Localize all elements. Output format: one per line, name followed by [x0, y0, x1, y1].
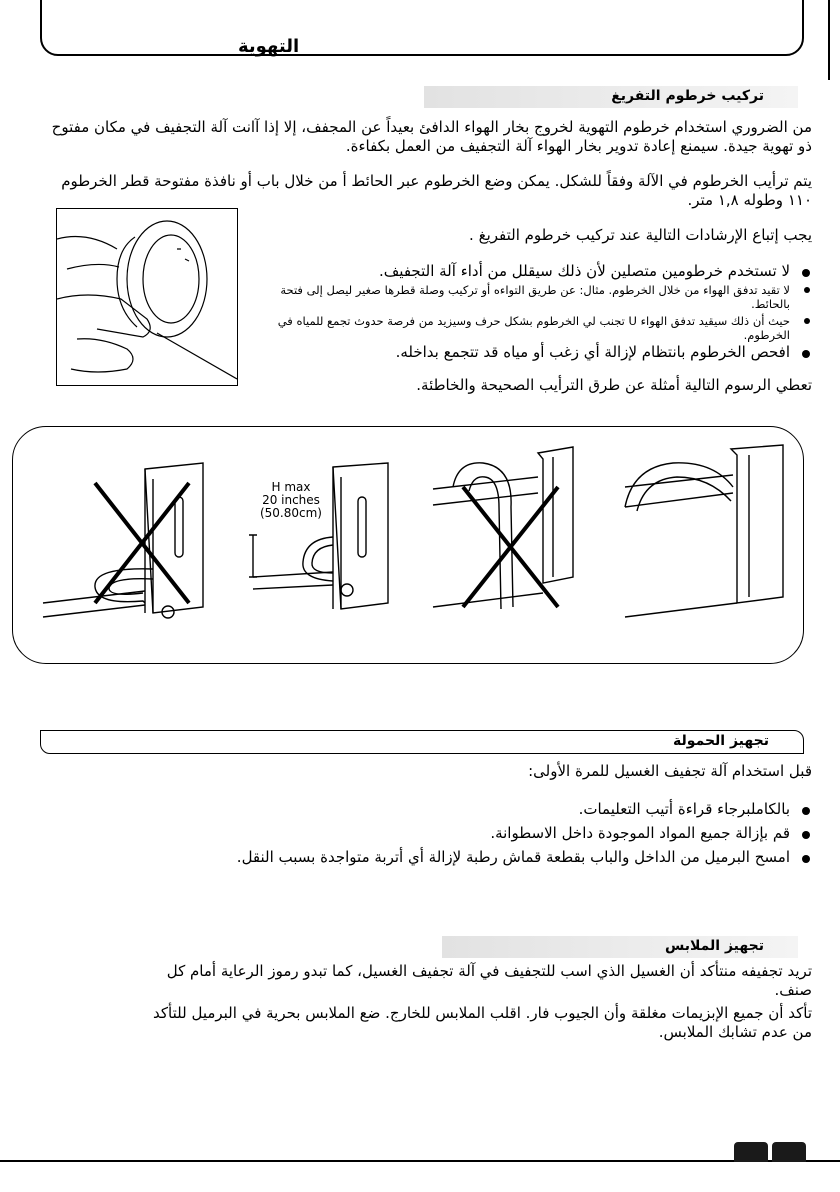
footer-rule — [0, 1160, 840, 1162]
max-height-label: H max 20 inches (50.80cm) — [259, 480, 322, 520]
clothes-para-2: تأكد أن جميع الإبزيمات مغلقة وأن الجيوب فار. اقلب الملابس للخارج. ضع الملابس بحرية في البرميل للتأكد من عدم تشابك الملابس. — [153, 1004, 812, 1041]
installation-examples-figure — [12, 426, 804, 664]
installation-drawings — [13, 427, 803, 663]
list-item: حيث أن ذلك سيقيد تدفق الهواء U تجنب لي الخرطوم بشكل حرف وسيزيد من فرصة حدوث تجمع للمياه في الخرطوم. — [246, 314, 812, 342]
page-tab-right — [772, 1142, 806, 1162]
exhaust-bullet-list — [246, 262, 812, 362]
section-heading-load: تجهيز الحمولة — [40, 730, 804, 754]
load-intro: قبل استخدام آلة تجفيف الغسيل للمرة الأولى: — [528, 762, 812, 780]
list-item: بالكاملبرجاء قراءة أتيب التعليمات. — [200, 800, 812, 819]
list-item: لا تقيد تدفق الهواء من خلال الخرطوم. مثال: عن طريق التواءه أو تركيب وصلة قطرها صغير ليصل إلى فتحة بالحائط. — [246, 283, 812, 311]
section-heading-exhaust: تركيب خرطوم التفريغ — [424, 86, 798, 108]
exhaust-para-4: تعطي الرسوم التالية أمثلة عن طرق الترأيب الصحيحة والخاطئة. — [416, 376, 812, 394]
hand-hose-illustration — [57, 209, 237, 385]
chapter-frame — [40, 0, 804, 56]
chapter-title: التهوية — [238, 36, 300, 57]
clothes-para-1: تريد تجفيفه منتأكد أن الغسيل الذي اسب للتجفيف في آلة تجفيف الغسيل، كما تبدو رموز الرعاية أمام كل صنف. — [166, 962, 812, 999]
exhaust-para-3: يجب إتباع الإرشادات التالية عند تركيب خرطوم التفريغ . — [469, 226, 812, 244]
list-item: امسح البرميل من الداخل والباب بقطعة قماش رطبة لإزالة أي أتربة متواجدة بسبب النقل. — [200, 848, 812, 867]
list-item: لا تستخدم خرطومين متصلين لأن ذلك سيقلل من أداء آلة التجفيف. — [246, 262, 812, 281]
hose-connection-photo — [56, 208, 238, 386]
list-item: قم بإزالة جميع المواد الموجودة داخل الاسطوانة. — [200, 824, 812, 843]
margin-rule — [828, 0, 830, 80]
exhaust-para-1: من الضروري استخدام خرطوم التهوية لخروج بخار الهواء الدافئ بعيداً عن المجفف، إلا إذا آانت آلة التجفيف في مكان مفتوح ذو تهوية جيدة. سيمنع إعادة تدوير بخار الهواء آلة التجفيف من العمل بكفاءة. — [51, 118, 812, 155]
list-item: افحص الخرطوم بانتظام لإزالة أي زغب أو مياه قد تتجمع بداخله. — [246, 343, 812, 362]
page-tab-left — [734, 1142, 768, 1162]
section-heading-clothes: تجهيز الملابس — [442, 936, 798, 958]
exhaust-para-2: يتم ترأيب الخرطوم في الآلة وفقاً للشكل. يمكن وضع الخرطوم عبر الحائط أ من خلال باب أو نافذة مفتوحة قطر الخرطوم ١١٠ وطوله ١,٨ متر. — [61, 172, 812, 209]
load-bullet-list — [200, 800, 812, 867]
